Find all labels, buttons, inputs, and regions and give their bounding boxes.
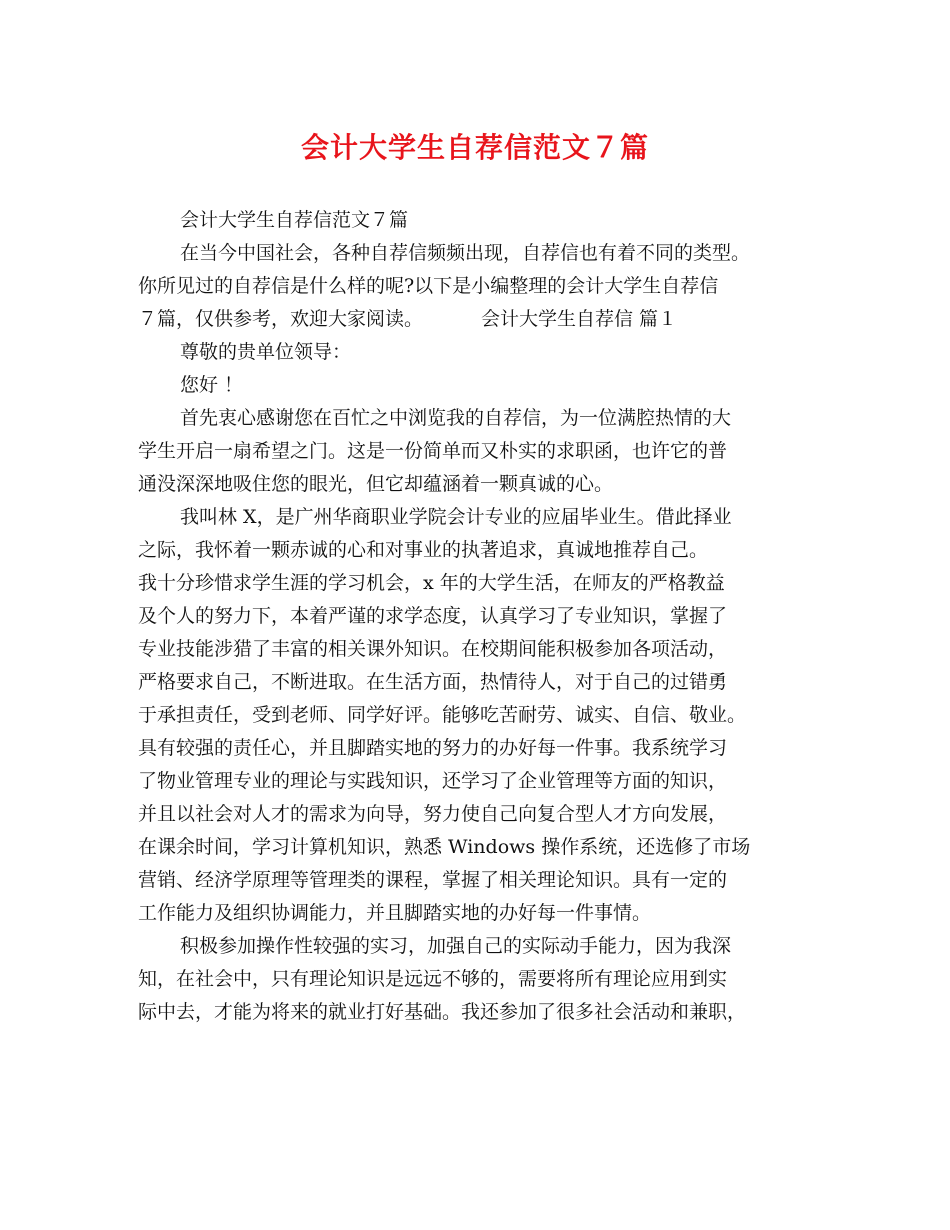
line-text: 知，在社会中，只有理论知识是远远不够的，需要将所有理论应用到实 (138, 968, 728, 990)
text-line (138, 468, 826, 501)
line-text: 学生开启一扇希望之门。这是一份简单而又朴实的求职函，也许它的普 (138, 440, 728, 462)
line-text: 积极参加操作性较强的实习，加强自己的实际动手能力，因为我深 (180, 935, 732, 957)
text-line (138, 369, 826, 402)
line-text: 之际，我怀着一颗赤诚的心和对事业的执著追求，真诚地推荐自己。 (138, 539, 709, 561)
text-line (138, 864, 826, 897)
line-text: 通没深深地吸住您的眼光，但它却蕴涵着一颗真诚的心。 (138, 473, 614, 495)
text-line (138, 600, 826, 633)
line-text: 并且以社会对人才的需求为向导，努力使自己向复合型人才方向发展， (138, 803, 728, 825)
line-text: 了物业管理专业的理论与实践知识，还学习了企业管理等方面的知识， (138, 770, 728, 792)
line-text: 首先衷心感谢您在百忙之中浏览我的自荐信，为一位满腔热情的大 (180, 407, 732, 429)
text-line (138, 204, 826, 237)
text-line (138, 996, 826, 1029)
document-title: 会计大学生自荐信范文７篇 (300, 131, 649, 164)
text-line (138, 633, 826, 666)
line-text: 际中去，才能为将来的就业打好基础。我还参加了很多社会活动和兼职， (138, 1001, 747, 1023)
line-text: 你所见过的自荐信是什么样的呢?以下是小编整理的会计大学生自荐信 (138, 275, 719, 297)
text-line (138, 798, 826, 831)
line-text: 我叫林 X，是广州华商职业学院会计专业的应届毕业生。借此择业 (180, 506, 732, 528)
line-text: 具有较强的责任心，并且脚踏实地的努力的办好每一件事。我系统学习 (138, 737, 728, 759)
text-line (138, 831, 826, 864)
text-line (138, 402, 826, 435)
text-line (138, 666, 826, 699)
line-text: 我十分珍惜求学生涯的学习机会，x 年的大学生活，在师友的严格教益 (138, 572, 725, 594)
line-text: 在课余时间，学习计算机知识，熟悉 Windows 操作系统，还选修了市场 (138, 836, 751, 858)
text-line (138, 336, 826, 369)
salutation: 尊敬的贵单位领导： (180, 341, 352, 363)
text-line (138, 303, 826, 336)
line-text: 于承担责任，受到老师、同学好评。能够吃苦耐劳、诚实、自信、敬业。 (138, 704, 747, 726)
line-text: 专业技能涉猎了丰富的相关课外知识。在校期间能积极参加各项活动， (138, 638, 728, 660)
text-line (138, 534, 826, 567)
line-text: 在当今中国社会，各种自荐信频频出现，自荐信也有着不同的类型。 (180, 242, 751, 264)
text-line (138, 963, 826, 996)
document-body (138, 204, 826, 1029)
line-text: 及个人的努力下，本着严谨的求学态度，认真学习了专业知识，掌握了 (138, 605, 728, 627)
text-line (138, 237, 826, 270)
text-line (138, 501, 826, 534)
text-line (138, 765, 826, 798)
line-text: 营销、经济学原理等管理类的课程，掌握了相关理论知识。具有一定的 (138, 869, 728, 891)
text-line (138, 897, 826, 930)
text-line (138, 567, 826, 600)
greeting: 您好 ！ (180, 374, 244, 396)
text-line (138, 699, 826, 732)
line-text: 工作能力及组织协调能力，并且脚踏实地的办好每一件事情。 (138, 902, 652, 924)
line-text: 严格要求自己，不断进取。在生活方面，热情待人，对于自己的过错勇 (138, 671, 728, 693)
text-line (138, 732, 826, 765)
text-line (138, 930, 826, 963)
text-line (138, 435, 826, 468)
line-text: 会计大学生自荐信范文７篇 (180, 209, 409, 231)
text-line (138, 270, 826, 303)
section-heading-inline: 会计大学生自荐信 篇１ (481, 308, 678, 330)
line-text: ７篇，仅供参考，欢迎大家阅读。 (138, 308, 424, 330)
